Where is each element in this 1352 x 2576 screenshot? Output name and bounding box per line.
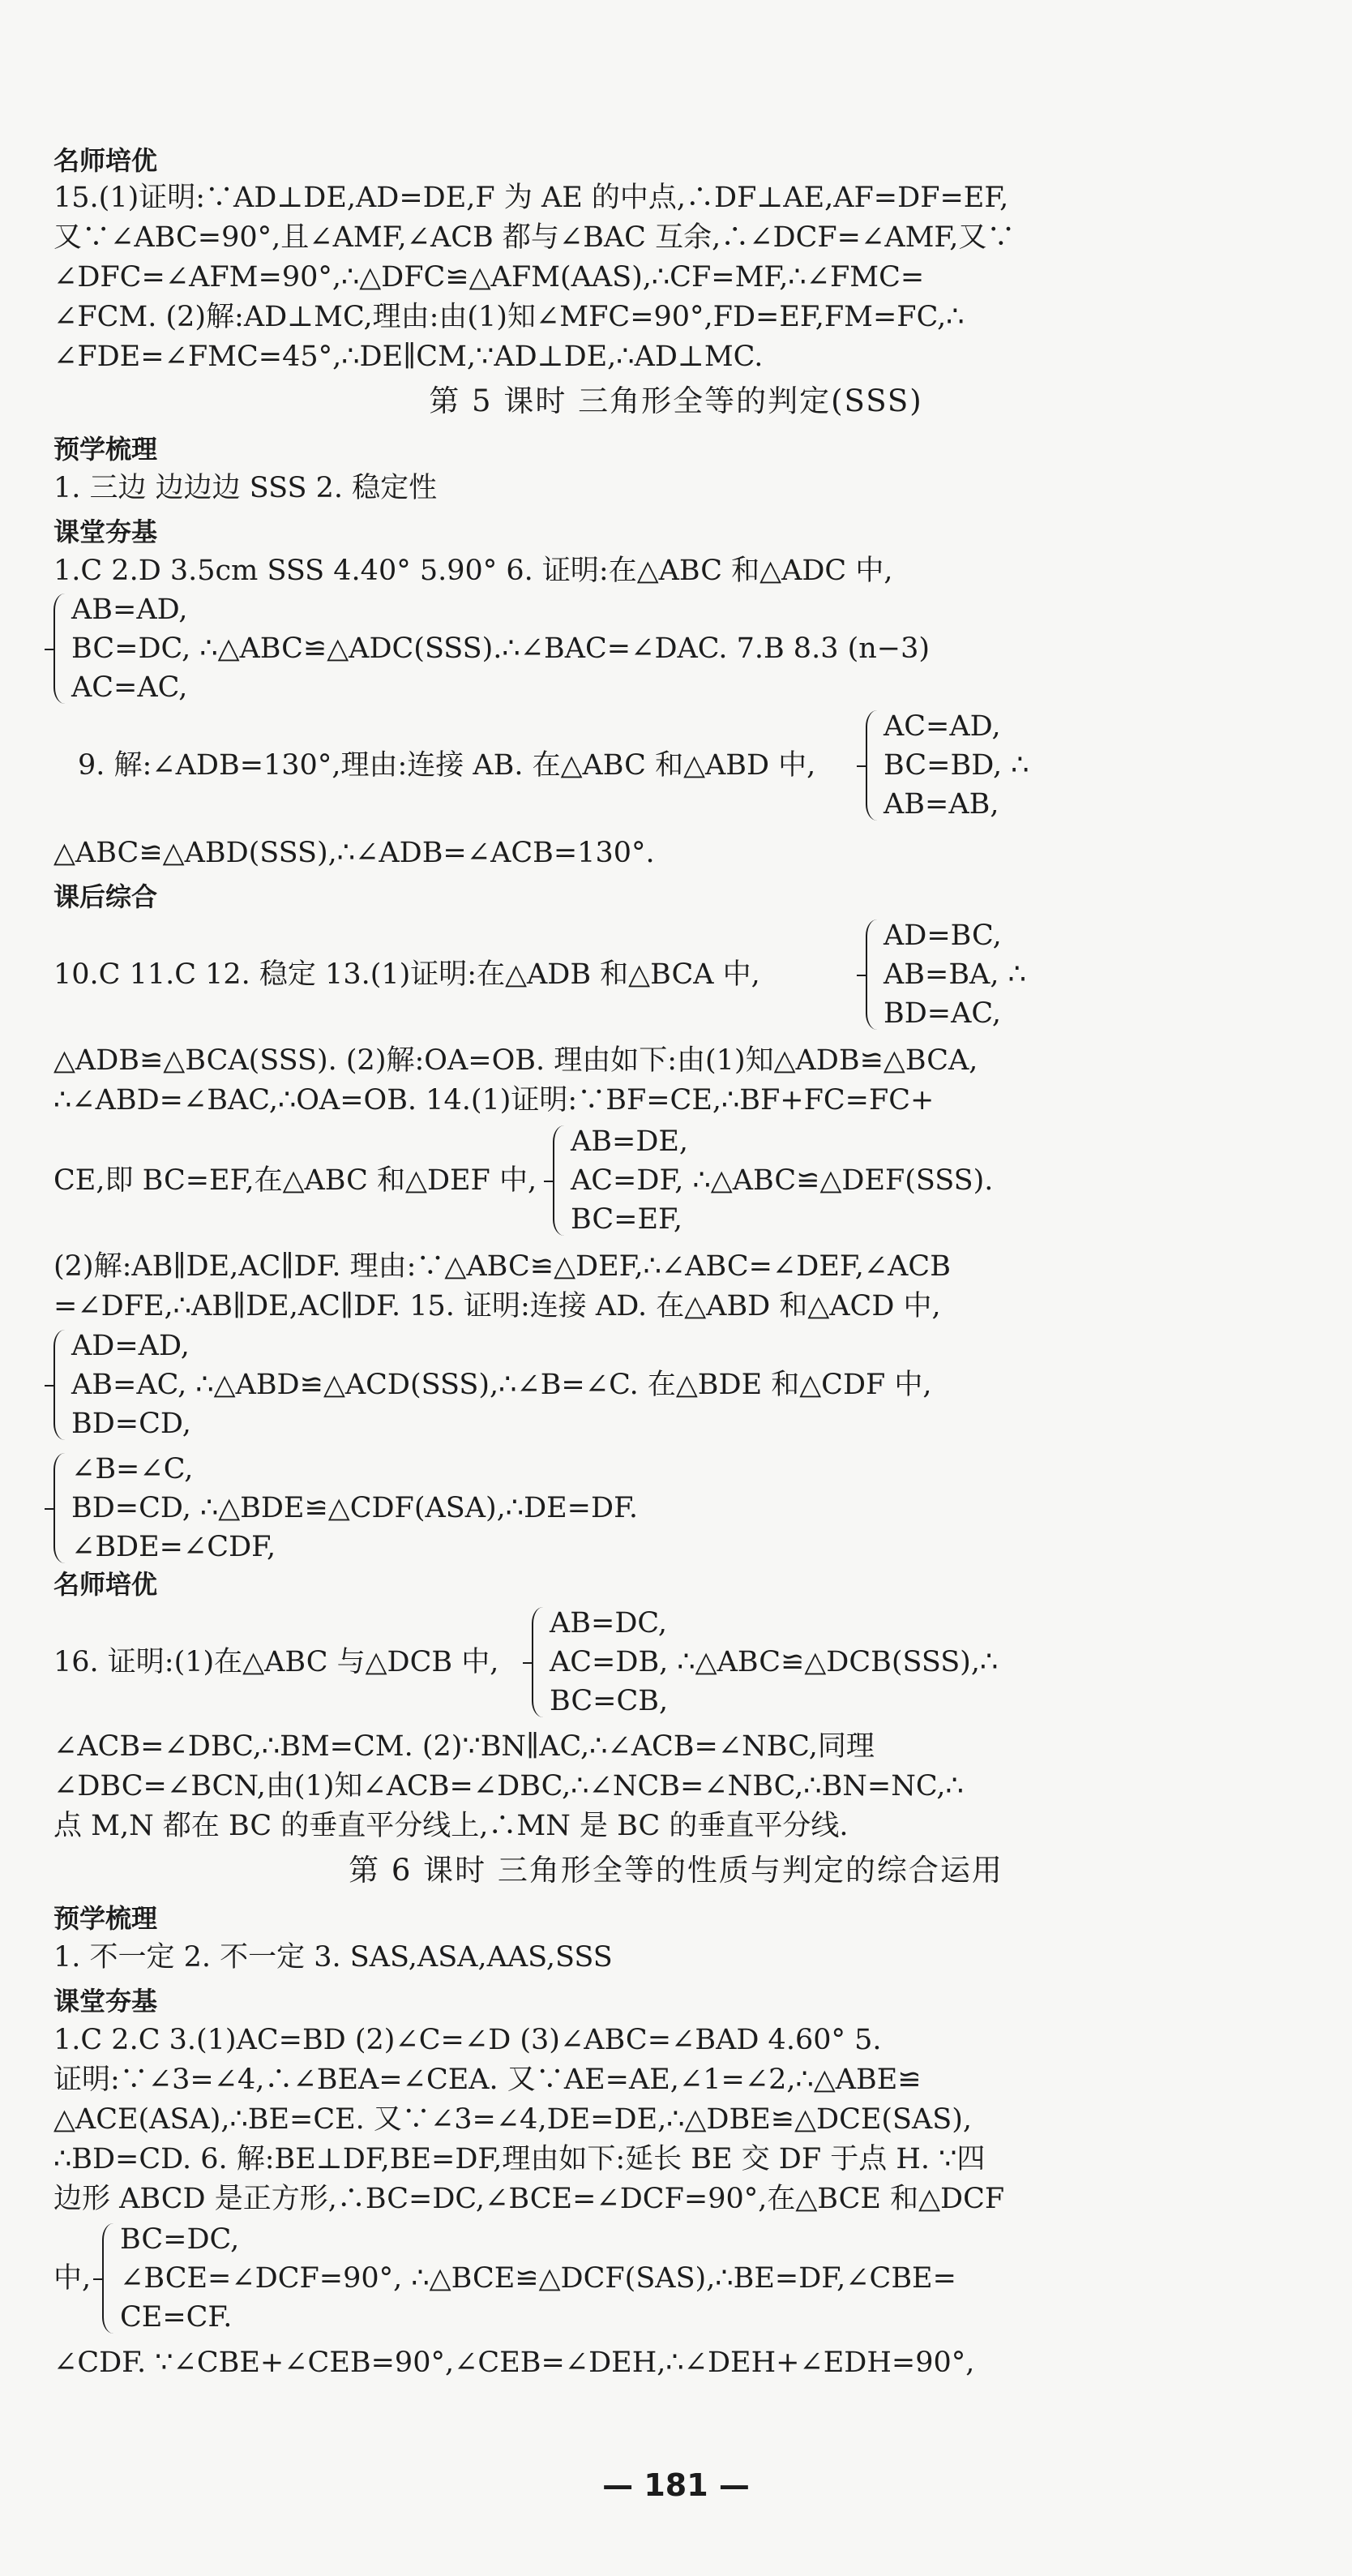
section-heading: 课堂夯基 xyxy=(53,516,158,547)
equation-system: AB=AD, BC=DC, ∴△ABC≌△ADC(SSS).∴∠BAC=∠DAC. 7.B 8.3 (n−3) AC=AC, xyxy=(53,590,1269,707)
text-line: CE,即 BC=EF,在△ABC 和△DEF 中, xyxy=(53,1164,537,1197)
text-line: 1.C 2.D 3.5cm SSS 4.40° 5.90° 6. 证明:在△ABC 和△ADC 中, xyxy=(53,555,893,587)
text-line: △ADB≌△BCA(SSS). (2)解:OA=OB. 理由如下:由(1)知△ADB≌△BCA, xyxy=(53,1044,978,1077)
text-line: ∴∠ABD=∠BAC,∴OA=OB. 14.(1)证明:∵BF=CE,∴BF+FC=FC+ xyxy=(53,1084,935,1117)
section-heading: 名师培优 xyxy=(53,1569,158,1600)
text-line: 1. 不一定 2. 不一定 3. SAS,ASA,AAS,SSS xyxy=(53,1941,613,1974)
equation-system: AD=BC, AB=BA, ∴ BD=AC, xyxy=(866,916,1287,1033)
text-line: 中, xyxy=(53,2262,92,2295)
text-line: ∠CDF. ∵∠CBE+∠CEB=90°,∠CEB=∠DEH,∴∠DEH+∠EDH=90°, xyxy=(53,2347,975,2379)
text-line: 又∵∠ABC=90°,且∠AMF,∠ACB 都与∠BAC 互余,∴∠DCF=∠AMF,又∵ xyxy=(53,221,1016,254)
text-line: ∠FCM. (2)解:AD⊥MC,理由:由(1)知∠MFC=90°,FD=EF,FM=FC,∴ xyxy=(53,301,965,333)
page-number: — 181 — xyxy=(602,2467,750,2503)
text-line: ∠ACB=∠DBC,∴BM=CM. (2)∵BN∥AC,∴∠ACB=∠NBC,同理 xyxy=(53,1730,875,1763)
text-line: 点 M,N 都在 BC 的垂直平分线上,∴MN 是 BC 的垂直平分线. xyxy=(53,1810,849,1842)
text-line: △ABC≌△ABD(SSS),∴∠ADB=∠ACB=130°. xyxy=(53,837,655,869)
text-line: 9. 解:∠ADB=130°,理由:连接 AB. 在△ABC 和△ABD 中, xyxy=(78,749,816,782)
equation-system: AC=AD, BC=BD, ∴ AB=AB, xyxy=(866,707,1287,824)
text-line: △ACE(ASA),∴BE=CE. 又∵∠3=∠4,DE=DE,∴△DBE≌△DCE(SAS), xyxy=(53,2103,973,2136)
text-line: 15.(1)证明:∵AD⊥DE,AD=DE,F 为 AE 的中点,∴DF⊥AE,AF=DF=EF, xyxy=(53,182,1009,214)
text-line: 1. 三边 边边边 SSS 2. 稳定性 xyxy=(53,472,438,504)
text-line: 10.C 11.C 12. 稳定 13.(1)证明:在△ADB 和△BCA 中, xyxy=(53,958,760,991)
section-heading: 课后综合 xyxy=(53,881,158,912)
text-line: ∴BD=CD. 6. 解:BE⊥DF,BE=DF,理由如下:延长 BE 交 DF 于点 H. ∵四 xyxy=(53,2143,986,2175)
text-line: 1.C 2.C 3.(1)AC=BD (2)∠C=∠D (3)∠ABC=∠BAD 4.60° 5. xyxy=(53,2024,882,2056)
text-line: ∠DBC=∠BCN,由(1)知∠ACB=∠DBC,∴∠NCB=∠NBC,∴BN=NC,∴ xyxy=(53,1770,964,1802)
text-line: =∠DFE,∴AB∥DE,AC∥DF. 15. 证明:连接 AD. 在△ABD 和△ACD 中, xyxy=(53,1290,941,1322)
lesson-title: 第 6 课时 三角形全等的性质与判定的综合运用 xyxy=(349,1853,1003,1888)
text-line: 边形 ABCD 是正方形,∴BC=DC,∠BCE=∠DCF=90°,在△BCE 和△DCF xyxy=(53,2183,1005,2215)
equation-system: AD=AD, AB=AC, ∴△ABD≌△ACD(SSS),∴∠B=∠C. 在△BDE 和△CDF 中, BD=CD, xyxy=(53,1327,1302,1443)
text-line: ∠DFC=∠AFM=90°,∴△DFC≌△AFM(AAS),∴CF=MF,∴∠FMC= xyxy=(53,261,925,294)
equation-system: ∠B=∠C, BD=CD, ∴△BDE≌△CDF(ASA),∴DE=DF. ∠BDE=∠CDF, xyxy=(53,1450,1188,1567)
section-heading: 预学梳理 xyxy=(53,434,158,465)
text-line: (2)解:AB∥DE,AC∥DF. 理由:∵△ABC≌△DEF,∴∠ABC=∠DEF,∠ACB xyxy=(53,1250,951,1283)
equation-system: AB=DC, AC=DB, ∴△ABC≌△DCB(SSS),∴ BC=CB, xyxy=(532,1604,1302,1721)
text-line: 证明:∵∠3=∠4,∴∠BEA=∠CEA. 又∵AE=AE,∠1=∠2,∴△ABE≌ xyxy=(53,2064,922,2096)
text-line: 16. 证明:(1)在△ABC 与△DCB 中, xyxy=(53,1646,499,1678)
section-heading: 课堂夯基 xyxy=(53,1986,158,2017)
text-line: ∠FDE=∠FMC=45°,∴DE∥CM,∵AD⊥DE,∴AD⊥MC. xyxy=(53,341,764,373)
section-heading: 预学梳理 xyxy=(53,1903,158,1934)
lesson-title: 第 5 课时 三角形全等的判定(SSS) xyxy=(429,384,923,418)
equation-system: BC=DC, ∠BCE=∠DCF=90°, ∴△BCE≌△DCF(SAS),∴BE=DF,∠CBE= CE=CF. xyxy=(102,2220,1302,2337)
equation-system: AB=DE, AC=DF, ∴△ABC≌△DEF(SSS). BC=EF, xyxy=(553,1122,1282,1239)
section-heading: 名师培优 xyxy=(53,145,158,176)
